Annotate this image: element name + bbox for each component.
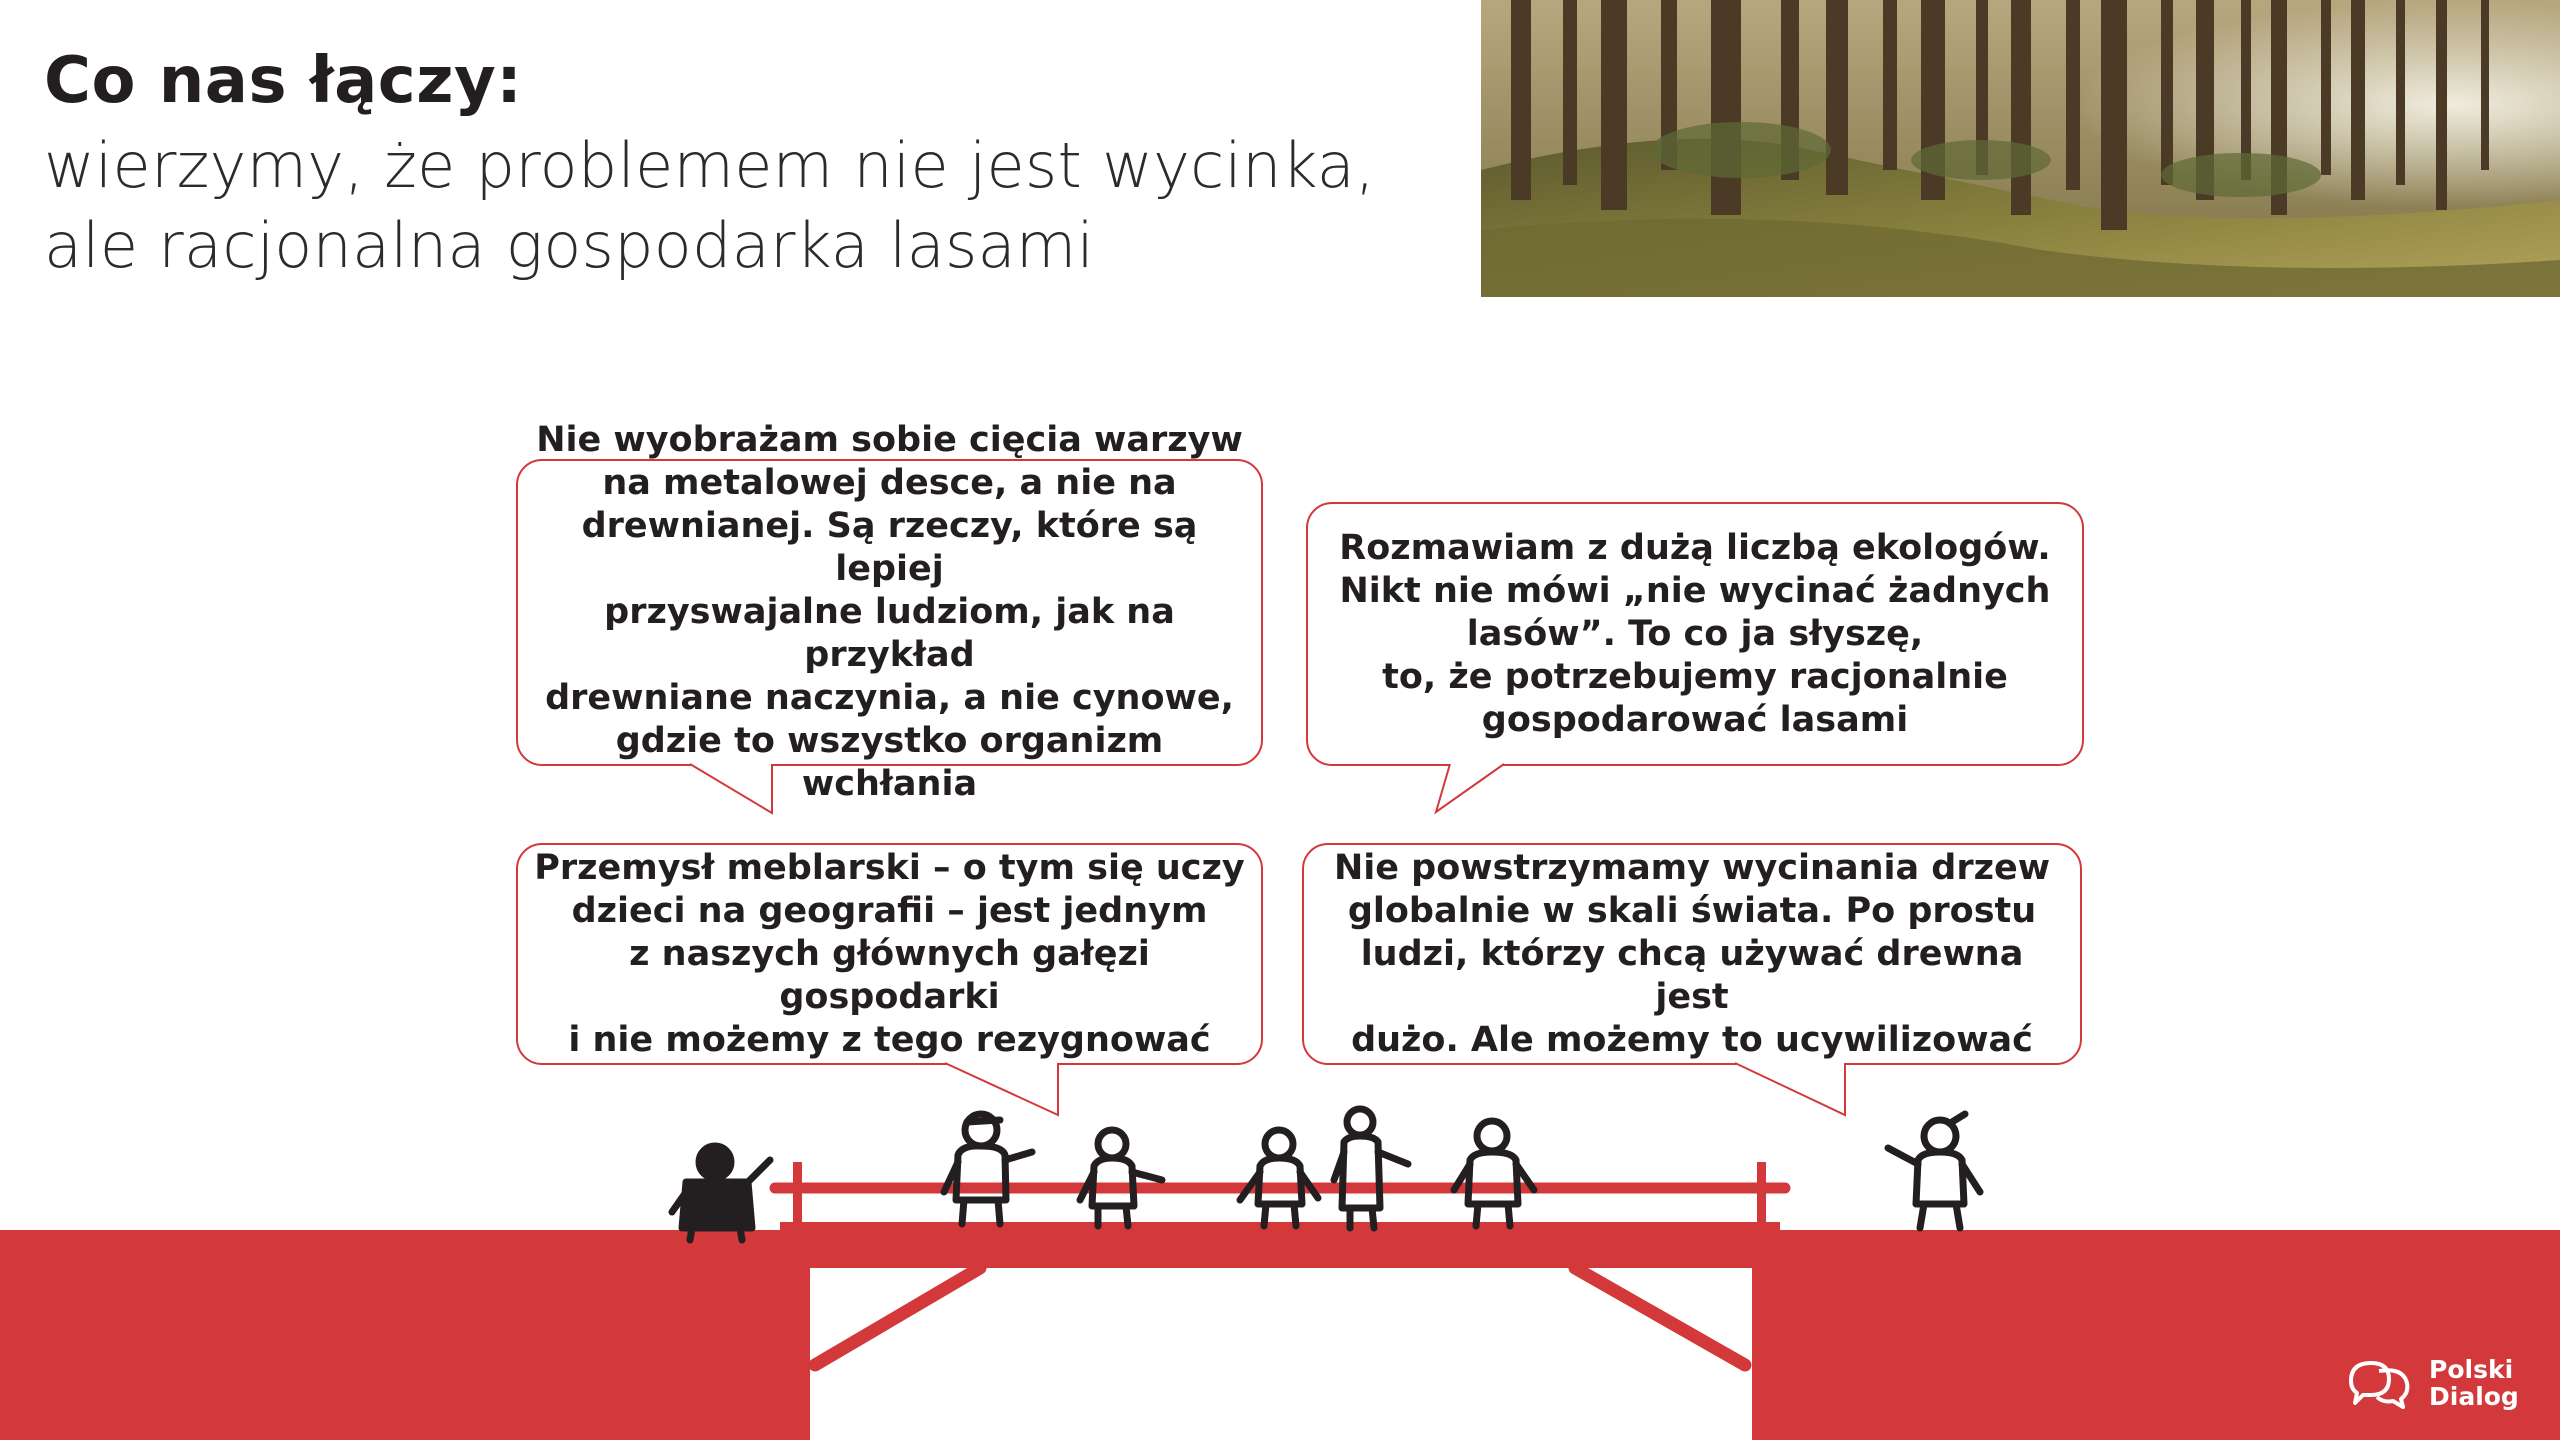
subtitle-line-1: wierzymy, że problemem nie jest wycinka,	[44, 129, 1376, 202]
quote-text-4: Nie powstrzymamy wycinania drzew globalnie w skali świata. Po prostu ludzi, którzy chcą używać drewna jest dużo. Ale możemy to ucywilizować	[1333, 847, 2051, 1060]
subtitle-line-2: ale racjonalna gospodarka lasami	[44, 209, 1095, 282]
forest-photo	[1481, 0, 2560, 297]
quote-text-1: Nie wyobrażam sobie cięcia warzyw na metalowej desce, a nie na drewnianej. Są rzeczy, które są lepiej przyswajalne ludziom, jak na przykład drewniane naczynia, a nie cynowe, gdzie to wszystko organizm wchłania	[536, 420, 1243, 804]
quote-text-2: Rozmawiam z dużą liczbą ekologów. Nikt nie mówi „nie wycinać żadnych lasów”. To co ja słyszę, to, że potrzebujemy racjonalnie gospodarować lasami	[1339, 527, 2051, 740]
logo-line-2: Dialog	[2429, 1382, 2519, 1411]
quote-text-3: Przemysł meblarski – o tym się uczy dzieci na geografii – jest jednym z naszych głównych gałęzi gospodarki i nie możemy z tego rezygnować	[534, 847, 1245, 1060]
people-figures	[672, 1109, 1980, 1240]
page-subtitle	[44, 126, 1375, 286]
logo-line-1: Polski	[2429, 1355, 2514, 1384]
speech-bubbles-icon	[2345, 1355, 2413, 1411]
quote-bubble-1-tail	[690, 764, 770, 814]
quote-bubble-1	[516, 420, 1263, 804]
quote-bubble-4	[1302, 843, 2082, 1065]
bridge-illustration	[0, 1100, 2560, 1440]
quote-bubble-3	[516, 843, 1263, 1065]
quote-bubble-2-tail	[1436, 764, 1516, 814]
page-title: Co nas łączy:	[44, 44, 523, 118]
quote-bubble-2	[1306, 502, 2084, 766]
polski-dialog-logo	[2345, 1355, 2519, 1411]
